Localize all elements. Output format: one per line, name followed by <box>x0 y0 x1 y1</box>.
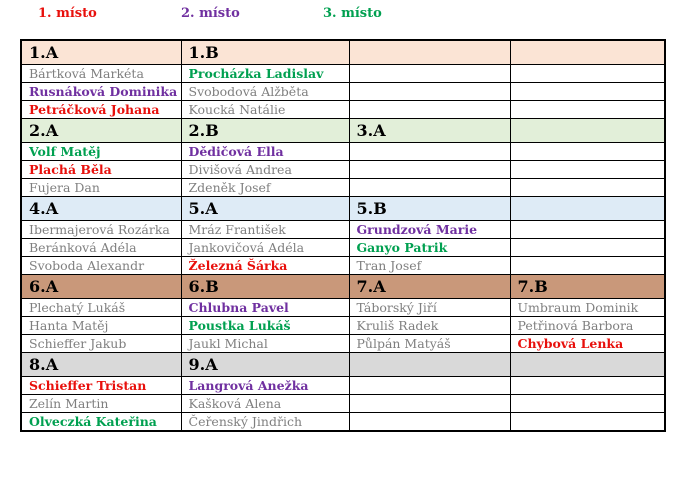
student-row <box>21 101 665 119</box>
student-cell <box>510 377 665 395</box>
student-row <box>21 335 665 353</box>
class-header: 7.A <box>349 275 510 299</box>
student-cell: Petráčková Johana <box>21 101 181 119</box>
student-cell <box>510 83 665 101</box>
results-table <box>20 39 666 432</box>
class-header <box>510 353 665 377</box>
student-cell <box>510 65 665 83</box>
class-header: 1.A <box>21 40 181 65</box>
student-row <box>21 299 665 317</box>
student-row <box>21 239 665 257</box>
class-header: 7.B <box>510 275 665 299</box>
student-cell: Zdeněk Josef <box>181 179 349 197</box>
class-header: 2.A <box>21 119 181 143</box>
student-row <box>21 257 665 275</box>
class-header <box>349 40 510 65</box>
student-row <box>21 377 665 395</box>
student-cell: Langrová Anežka <box>181 377 349 395</box>
student-cell: Beránková Adéla <box>21 239 181 257</box>
class-header <box>510 119 665 143</box>
class-header: 4.A <box>21 197 181 221</box>
student-cell: Chybová Lenka <box>510 335 665 353</box>
student-cell: Chlubna Pavel <box>181 299 349 317</box>
student-cell <box>510 413 665 432</box>
class-header: 3.A <box>349 119 510 143</box>
student-cell: Svobodová Alžběta <box>181 83 349 101</box>
student-cell: Olveczká Kateřina <box>21 413 181 432</box>
student-cell <box>510 143 665 161</box>
student-cell <box>510 101 665 119</box>
legend <box>0 4 678 26</box>
class-header-row <box>21 40 665 65</box>
class-header-row <box>21 275 665 299</box>
student-cell <box>349 65 510 83</box>
student-cell: Železná Šárka <box>181 257 349 275</box>
class-header: 6.A <box>21 275 181 299</box>
student-cell: Plechatý Lukáš <box>21 299 181 317</box>
class-header-row <box>21 197 665 221</box>
class-header: 5.A <box>181 197 349 221</box>
class-header: 6.B <box>181 275 349 299</box>
student-row <box>21 143 665 161</box>
student-cell: Poustka Lukáš <box>181 317 349 335</box>
student-cell <box>349 413 510 432</box>
legend-second-place: 2. místo <box>181 6 240 21</box>
student-cell <box>349 179 510 197</box>
student-cell <box>349 395 510 413</box>
student-cell <box>510 239 665 257</box>
student-cell: Ganyo Patrik <box>349 239 510 257</box>
student-row <box>21 395 665 413</box>
student-cell: Dědičová Ella <box>181 143 349 161</box>
student-cell: Ibermajerová Rozárka <box>21 221 181 239</box>
student-cell: Bártková Markéta <box>21 65 181 83</box>
student-cell: Hanta Matěj <box>21 317 181 335</box>
results-table-body <box>21 40 665 431</box>
student-row <box>21 317 665 335</box>
student-cell <box>349 143 510 161</box>
class-header <box>349 353 510 377</box>
student-cell: Jankovičová Adéla <box>181 239 349 257</box>
student-cell <box>349 83 510 101</box>
student-cell: Volf Matěj <box>21 143 181 161</box>
student-row <box>21 65 665 83</box>
student-cell <box>510 221 665 239</box>
student-cell: Mráz František <box>181 221 349 239</box>
student-row <box>21 161 665 179</box>
student-cell: Procházka Ladislav <box>181 65 349 83</box>
student-cell: Rusnáková Dominika <box>21 83 181 101</box>
student-cell: Schieffer Jakub <box>21 335 181 353</box>
class-header: 5.B <box>349 197 510 221</box>
student-row <box>21 179 665 197</box>
student-cell: Divišová Andrea <box>181 161 349 179</box>
class-header <box>510 197 665 221</box>
legend-first-place: 1. místo <box>38 6 97 21</box>
student-cell <box>510 395 665 413</box>
student-cell: Zelín Martin <box>21 395 181 413</box>
student-cell <box>510 161 665 179</box>
student-row <box>21 83 665 101</box>
student-cell <box>349 101 510 119</box>
student-cell: Táborský Jiří <box>349 299 510 317</box>
student-cell: Tran Josef <box>349 257 510 275</box>
student-cell: Grundzová Marie <box>349 221 510 239</box>
class-header-row <box>21 353 665 377</box>
class-header <box>510 40 665 65</box>
student-row <box>21 221 665 239</box>
student-cell <box>510 257 665 275</box>
student-cell: Kašková Alena <box>181 395 349 413</box>
student-cell: Petřinová Barbora <box>510 317 665 335</box>
student-cell: Fujera Dan <box>21 179 181 197</box>
student-cell: Umbraum Dominik <box>510 299 665 317</box>
student-cell: Půlpán Matyáš <box>349 335 510 353</box>
student-cell <box>349 161 510 179</box>
student-cell: Kruliš Radek <box>349 317 510 335</box>
student-cell: Čeřenský Jindřich <box>181 413 349 432</box>
class-header: 9.A <box>181 353 349 377</box>
student-cell: Svoboda Alexandr <box>21 257 181 275</box>
class-header: 8.A <box>21 353 181 377</box>
student-row <box>21 413 665 432</box>
legend-third-place: 3. místo <box>323 6 382 21</box>
student-cell <box>349 377 510 395</box>
student-cell: Plachá Běla <box>21 161 181 179</box>
class-header-row <box>21 119 665 143</box>
student-cell: Koucká Natálie <box>181 101 349 119</box>
class-header: 2.B <box>181 119 349 143</box>
student-cell: Jaukl Michal <box>181 335 349 353</box>
student-cell: Schieffer Tristan <box>21 377 181 395</box>
student-cell <box>510 179 665 197</box>
class-header: 1.B <box>181 40 349 65</box>
